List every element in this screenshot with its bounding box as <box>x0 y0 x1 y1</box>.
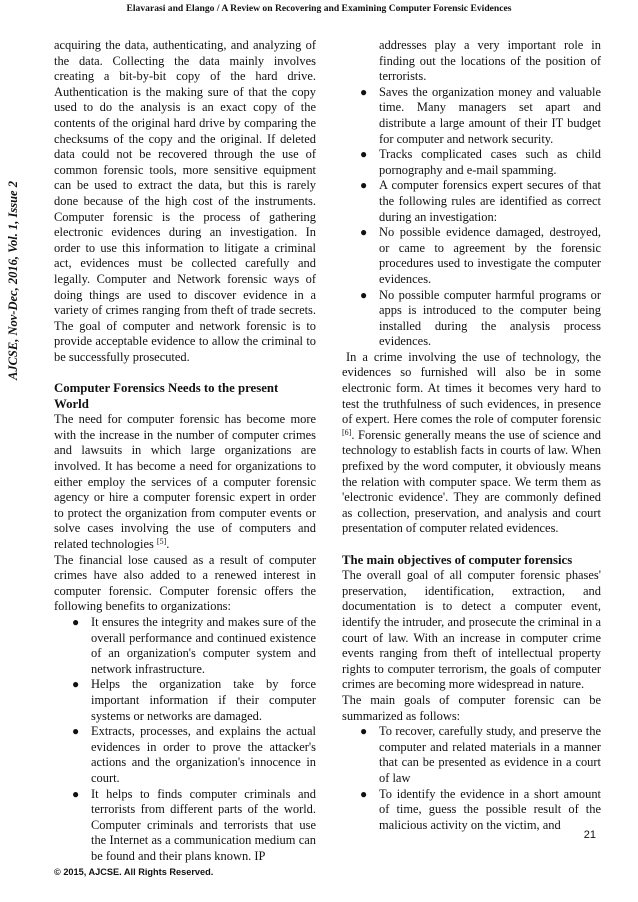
list-item: ● It ensures the integrity and makes sure of the overall performance and continued existence of an organization's computer system and network infrastructure. <box>72 614 316 676</box>
bullet-icon: ● <box>360 225 368 240</box>
bullet-icon: ● <box>72 614 80 629</box>
bullet-icon: ● <box>360 84 368 99</box>
left-column <box>54 38 316 864</box>
left-paragraph-1: acquiring the data, authenticating, and analyzing of the data. Collecting the data mainly involves creating a bit-by-bit copy of the hard drive. Authentication is the making sure of that the copy used to do the analysis is an exact copy of the contents of the original hard drive by comparing the checksums of the copy and the original. If deleted data could not be recovered through the use of common forensic tools, more sensitive equipment can be used to extract the data, but this is rarely done because of the high cost of the instruments. Computer forensic is the process of gathering electronic evidences during an investigation. In order to use this information to litigate a criminal act, evidences must be collected carefully and legally. Computer and Network forensic ways of doing things are used to discover evidence in a variety of crimes ranging from theft of trade secrets. The goal of computer and network forensic is to provide acceptable evidence to allow the criminal to be successfully prosecuted. <box>54 38 316 364</box>
section-heading-needs: Computer Forensics Needs to the present World <box>54 381 279 411</box>
list-item: ● To recover, carefully study, and preserve the computer and related materials in a manner that can be presented as evidence in a court of law <box>360 724 601 785</box>
journal-sidebar-label: AJCSE, Nov-Dec, 2016, Vol. 1, Issue 2 <box>6 181 20 380</box>
list-item: ● To identify the evidence in a short amount of time, guess the possible result of the malicious activity on the victim, and <box>360 786 601 832</box>
bullet-icon: ● <box>360 724 368 739</box>
bullet-icon: ● <box>360 178 368 193</box>
right-paragraph-2: The overall goal of all computer forensic phases' preservation, identification, extraction, and documentation is to detect a computer event, identify the intruder, and prosecute the criminal in a court of law. With an increase in computer crime events ranging from theft of intellectual property rights to computer terrorism, the goals of computer crimes are becoming more widespread in nature. <box>342 568 601 692</box>
right-paragraph-1: In a crime involving the use of technology, the evidences so furnished will also be in some electronic form. At times it becomes very hard to test the truthfulness of such evidences, in presence of expert. Here comes the role of computer forensic [6]. Forensic generally means the use of science and technology to establish facts in courts of law. When prefixed by the word computer, it obviously means the relation with computer space. We term them as 'electronic evidence'. They are commonly defined as collection, preservation, and analysis and court presentation of computer related evidences. <box>342 349 601 536</box>
running-header: Elavarasi and Elango / A Review on Recovering and Examining Computer Forensic Evidences <box>126 3 512 14</box>
bullet-icon: ● <box>72 724 80 739</box>
citation-5: [5] <box>156 537 167 546</box>
benefits-list <box>54 615 316 865</box>
benefits-list-continued <box>342 85 601 350</box>
bullet-continuation: addresses play a very important role in finding out the locations of the position of terrorists. <box>379 38 601 84</box>
bullet-icon: ● <box>360 287 368 302</box>
bullet-icon: ● <box>360 147 368 162</box>
left-paragraph-3: The financial lose caused as a result of computer crimes have also added to a renewed interest in computer forensic. Computer forensic offers the following benefits to organizations: <box>54 552 316 614</box>
page-number: 21 <box>583 829 596 841</box>
section-heading-objectives: The main objectives of computer forensics <box>342 552 573 567</box>
left-paragraph-2: The need for computer forensic has become more with the increase in the number of computer crimes and lawsuits in which large organizations are involved. It has become a need for organizations to either employ the services of a computer forensic agency or hire a computer forensic expert in order to protect the organization from computer events or solve cases involving the use of computers and related technologies [5]. <box>54 412 316 551</box>
bullet-icon: ● <box>72 786 80 801</box>
right-paragraph-3: The main goals of computer forensic can be summarized as follows: <box>342 692 601 723</box>
list-item: ● Saves the organization money and valuable time. Many managers set apart and distribute a large amount of their IT budget for computer and network security. <box>360 84 601 146</box>
list-item: ● Extracts, processes, and explains the actual evidences in order to prove the attacker's actions and the organization's innocence in court. <box>72 724 316 785</box>
list-item: ● No possible evidence damaged, destroyed, or came to agreement by the forensic procedures used to investigate the computer evidences. <box>360 225 601 286</box>
bullet-icon: ● <box>72 677 80 692</box>
copyright-footer: © 2015, AJCSE. All Rights Reserved. <box>54 867 214 877</box>
list-item: ● Tracks complicated cases such as child pornography and e-mail spamming. <box>360 147 601 177</box>
citation-6: [6] <box>342 427 352 437</box>
right-column <box>342 38 601 833</box>
list-item: ● Helps the organization take by force important information if their computer systems or networks are damaged. <box>72 677 316 723</box>
bullet-icon: ● <box>360 786 368 801</box>
list-item: ● A computer forensics expert secures of that the following rules are identified as correct during an investigation: <box>360 178 601 224</box>
list-item: ● It helps to finds computer criminals and terrorists from different parts of the world. Computer criminals and terrorists that use the Internet as a communication medium can be found and their plans known. IP <box>72 786 316 863</box>
list-item: ● No possible computer harmful programs or apps is introduced to the computer being installed during the analysis process evidences. <box>360 287 601 349</box>
goals-list <box>342 724 601 833</box>
